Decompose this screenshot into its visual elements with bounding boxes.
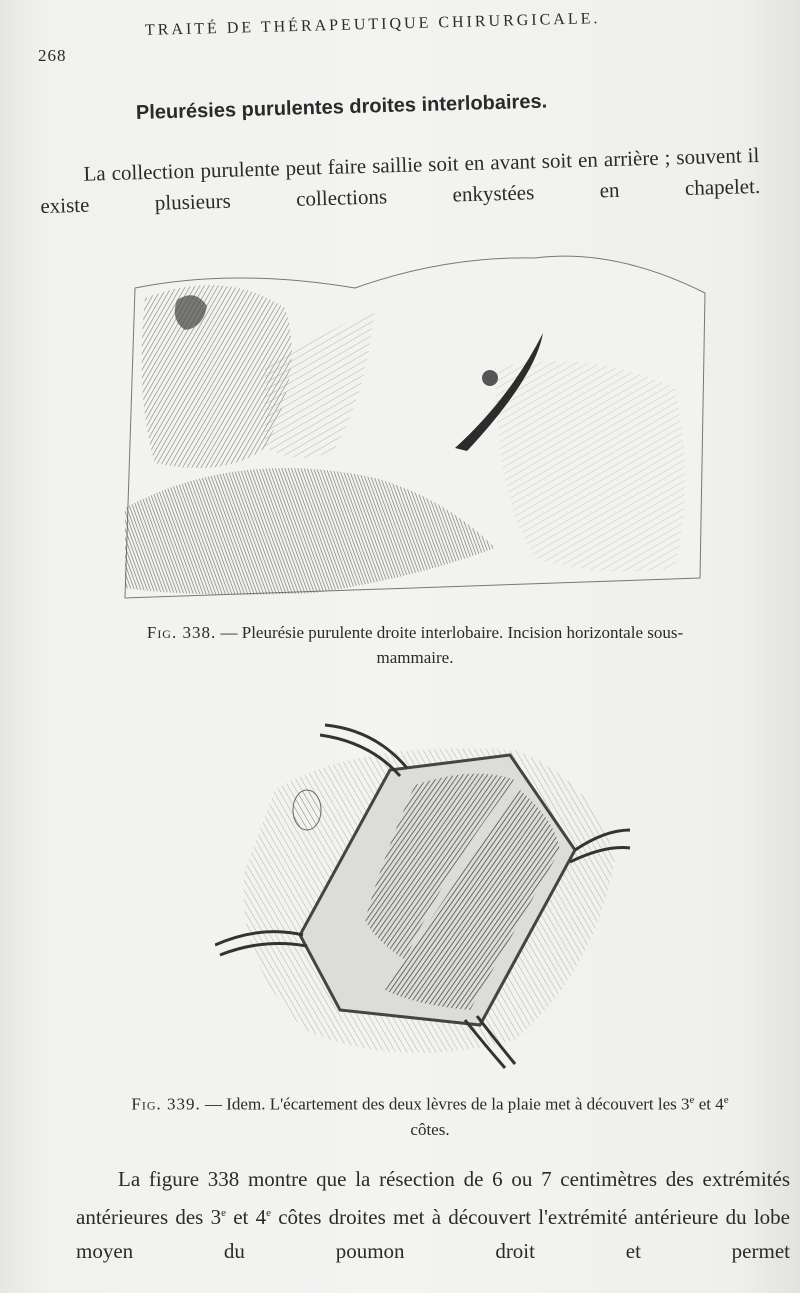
body-text-b: et 4: [225, 1205, 267, 1229]
figure-338-text: — Pleurésie purulente droite interlobaire. Incision horizontale sous-mammaire.: [220, 623, 684, 667]
nipple: [482, 370, 498, 386]
figure-339-caption: [130, 1088, 730, 1142]
figure-339-text-c: côtes.: [410, 1119, 450, 1139]
body-text-c: côtes droites met à découvert l'extrémité antérieure du lobe moyen du poumon droit et permet: [76, 1205, 790, 1263]
body-sup-1: e: [221, 1207, 226, 1219]
figure-339-illustration: [215, 710, 635, 1078]
figure-339-text-b: et 4: [694, 1094, 724, 1114]
figure-338-caption: [110, 620, 720, 670]
figure-339-text-a: — Idem. L'écartement des deux lèvres de la plaie met à découvert les 3: [205, 1094, 690, 1114]
body-sup-2: e: [266, 1207, 271, 1219]
body-paragraph: [76, 1162, 790, 1268]
body-text-a: La figure 338 montre que la résection de 6 ou 7 centimètres des extrémités antérieures des 3: [76, 1167, 790, 1229]
figure-339-sup-1: e: [689, 1094, 695, 1106]
intro-paragraph: [39, 140, 760, 222]
intro-text: La collection purulente peut faire saillie soit en avant soit en arrière ; souvent il existe plusieurs collections enkystées en chapelet.: [40, 142, 761, 218]
section-title: Pleurésies purulentes droites interlobaires.: [135, 90, 548, 124]
figure-339-label: Fig. 339.: [131, 1094, 201, 1114]
page-number: 268: [38, 46, 67, 65]
figure-338-illustration: [115, 248, 715, 613]
figure-338-label: Fig. 338.: [146, 623, 217, 642]
figure-339-sup-2: e: [723, 1094, 729, 1106]
running-title: TRAITÉ DE THÉRAPEUTIQUE CHIRURGICALE.: [144, 10, 601, 39]
nipple-339: [293, 790, 321, 830]
